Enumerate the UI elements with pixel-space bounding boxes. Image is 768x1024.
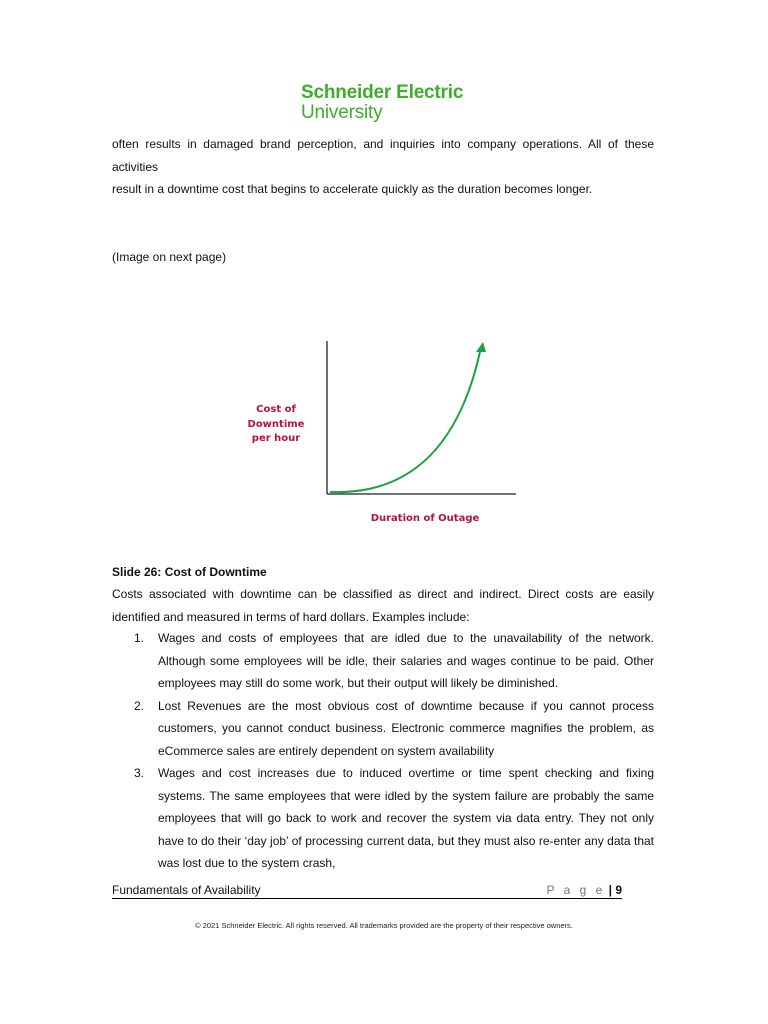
page-footer bbox=[112, 883, 622, 899]
footer-page-indicator bbox=[546, 883, 622, 898]
paragraph-continuation bbox=[112, 133, 654, 201]
direct-costs-list bbox=[112, 627, 654, 875]
list-item bbox=[112, 627, 654, 695]
chart-growth-curve bbox=[330, 347, 481, 492]
paragraph-line-1: often results in damaged brand perception, and inquiries into company operations. All of these activities bbox=[112, 137, 654, 174]
list-item-text: Wages and cost increases due to induced overtime or time spent checking and fixing systems. The same employees that were idled by the system failure are probably the same employees that will go back to work and recover the system via data entry. They not only have to do their ‘day job’ of processing current data, but they must also re-enter any data that was lost due to the system crash, bbox=[158, 766, 654, 870]
list-item bbox=[112, 695, 654, 763]
chart-xlabel: Duration of Outage bbox=[370, 513, 480, 524]
chart-ylabel-line: Downtime bbox=[247, 419, 305, 430]
slide-intro-paragraph: Costs associated with downtime can be classified as direct and indirect. Direct costs are easily identified and measured in terms of hard dollars. Examples include: bbox=[112, 587, 654, 624]
list-item-number: 2. bbox=[134, 698, 145, 713]
logo-line-brand: Schneider Electric bbox=[301, 82, 464, 103]
footer-page-separator: | bbox=[605, 883, 616, 897]
logo-line-university: University bbox=[301, 102, 383, 123]
paragraph-line-2: result in a downtime cost that begins to accelerate quickly as the duration becomes longer. bbox=[112, 182, 593, 196]
schneider-electric-university-logo bbox=[301, 82, 501, 123]
chart-curve-arrowhead bbox=[476, 342, 486, 352]
copyright-notice: © 2021 Schneider Electric. All rights reserved. All trademarks provided are the property of their respective owners. bbox=[195, 921, 573, 930]
slide-heading: Slide 26: Cost of Downtime bbox=[112, 565, 267, 579]
chart-ylabel-line: Cost of bbox=[256, 404, 296, 415]
cost-of-downtime-chart bbox=[240, 335, 530, 530]
footer-document-title: Fundamentals of Availability bbox=[112, 883, 261, 897]
list-item-number: 1. bbox=[134, 631, 145, 645]
chart-ylabel-line: per hour bbox=[251, 433, 301, 444]
list-item bbox=[112, 762, 654, 875]
list-item-text: Wages and costs of employees that are idled due to the unavailability of the network. Although some employees will be idle, their salaries and wages continue to be paid. Other employees may still do some work, but their output will likely be diminished. bbox=[158, 631, 654, 690]
list-item-number: 3. bbox=[134, 766, 145, 780]
footer-page-label: P a g e bbox=[546, 883, 606, 897]
image-note: (Image on next page) bbox=[112, 250, 227, 264]
footer-page-number: 9 bbox=[615, 883, 622, 897]
list-item-text: Lost Revenues are the most obvious cost of downtime because if you cannot process customers, you cannot conduct business. Electronic commerce magnifies the problem, as eCommerce sales are entirely dependent on system availability bbox=[158, 698, 654, 758]
